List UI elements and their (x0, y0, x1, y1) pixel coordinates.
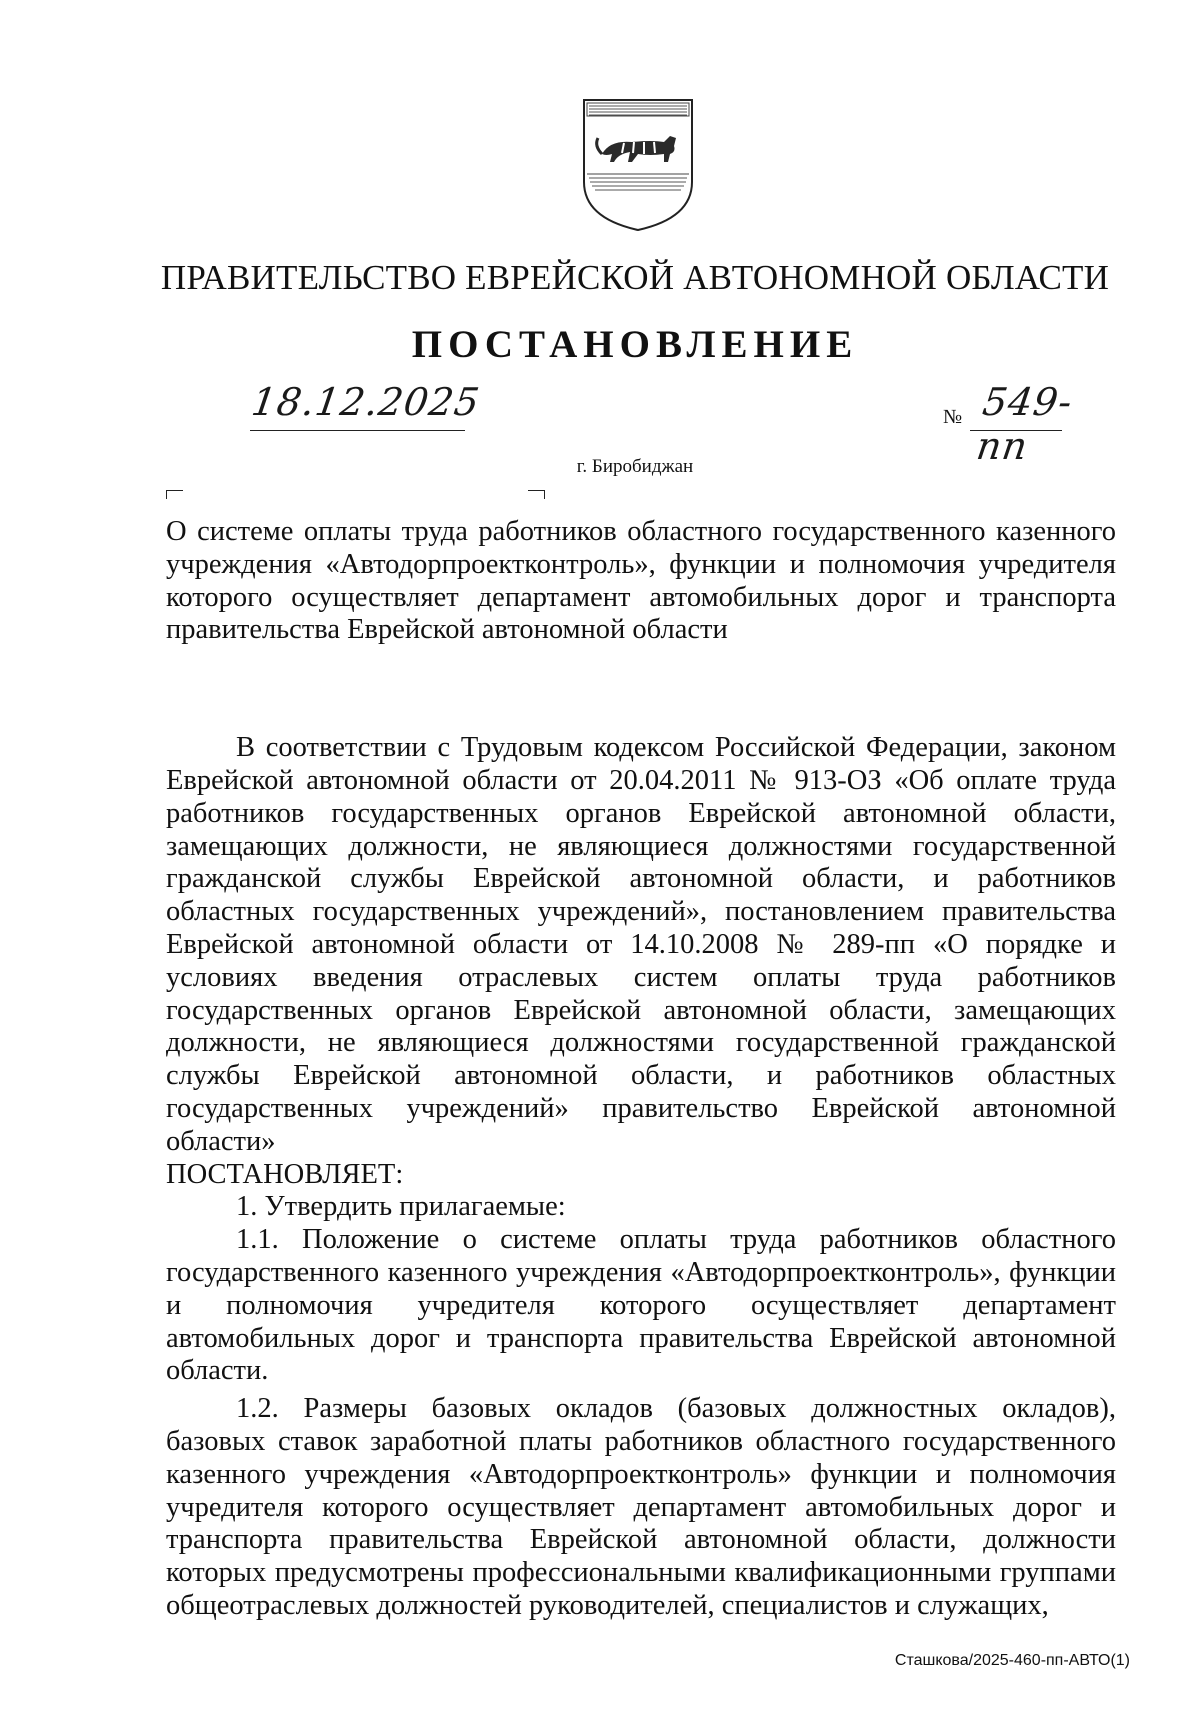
date-field (248, 380, 483, 431)
item-1-1: 1.1. Положение о системе оплаты труда работников областного государственного казенного учреждения «Автодорпроектконтроль», функции и полномочия учредителя которого осуществляет департамент автомобильных дорог и транспорта правительства Еврейской автономной области. (166, 1224, 1116, 1387)
number-field (970, 380, 1076, 468)
handwritten-number: 549-пп (973, 380, 1076, 468)
resolves-line: ПОСТАНОВЛЯЕТ: (166, 1158, 404, 1190)
document-type-title: ПОСТАНОВЛЕНИЕ (411, 323, 859, 366)
number-sign: № (943, 406, 963, 428)
city-label: г. Биробиджан (576, 456, 694, 477)
subject-corner-left (166, 490, 183, 499)
handwritten-date: 18.12.2025 (248, 380, 483, 424)
document-body (166, 516, 1116, 1623)
item-1-2: 1.2. Размеры базовых окладов (базовых должностных окладов), базовых ставок заработной платы работников областного государственного казенного учреждения «Автодорпроектконтроль» функции и полномочия учредителя которого осуществляет департамент автомобильных дорог и транспорта правительства Еврейской автономной области, должности которых предусмотрены профессиональными квалификационными группами общеотраслевых должностей руководителей, специалистов и служащих, (166, 1393, 1116, 1621)
preamble-paragraph: В соответствии с Трудовым кодексом Российской Федерации, законом Еврейской автономной области от 20.04.2011 № 913-ОЗ «Об оплате труда работников государственных органов Еврейской автономной области, замещающих должности, не являющиеся должностями государственной гражданской службы Еврейской автономной области, и работников областных государственных учреждений», постановлением правительства Еврейской автономной области от 14.10.2008 № 289-пп «О порядке и условиях введения отраслевых систем оплаты труда работников государственных органов Еврейской автономной области, замещающих должности, не являющиеся должностями государственной гражданской службы Еврейской автономной области, и работников областных государственных учреждений» правительство Еврейской автономной области» (166, 732, 1116, 1157)
item-1: 1. Утвердить прилагаемые: (236, 1191, 566, 1223)
coat-of-arms-tiger-icon (580, 96, 696, 232)
subject-paragraph: О системе оплаты труда работников областного государственного казенного учреждения «Автодорпроектконтроль», функции и полномочия учредителя которого осуществляет департамент автомобильных дорог и транспорта правительства Еврейской автономной области (166, 516, 1116, 646)
footer-reference: Сташкова/2025-460-пп-АВТО(1) (894, 1652, 1130, 1669)
subject-corner-right (528, 490, 545, 499)
government-heading: ПРАВИТЕЛЬСТВО ЕВРЕЙСКОЙ АВТОНОМНОЙ ОБЛАСТИ (160, 258, 1110, 297)
